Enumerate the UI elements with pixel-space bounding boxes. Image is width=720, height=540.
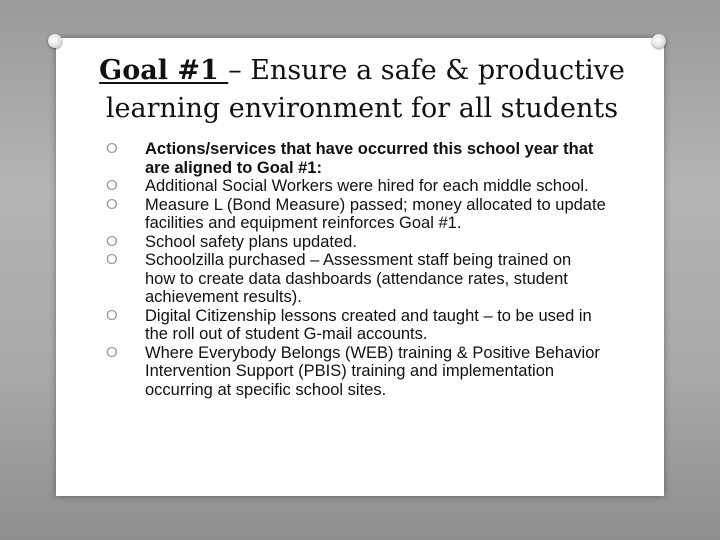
title-text: – Ensure a safe & productive learning environment for all students <box>105 55 625 124</box>
bullet-icon: O <box>106 177 118 194</box>
bullet-icon: O <box>106 232 118 250</box>
goal-label: Goal #1 <box>99 55 229 86</box>
list-item: O Schoolzilla purchased – Assessment staff being trained on how to create data dashboards (attendance rates, student achievement results). <box>106 251 572 306</box>
list-item: O Actions/services that have occurred this school year that are aligned to Goal #1: <box>106 140 594 177</box>
pushpin-icon <box>48 34 62 48</box>
bullet-list <box>106 140 606 399</box>
list-item: O Digital Citizenship lessons created and taught – to be used in the roll out of student G-mail accounts. <box>106 306 592 343</box>
list-item: O School safety plans updated. <box>106 232 357 251</box>
bullet-icon: O <box>106 251 118 268</box>
bullet-icon: O <box>106 140 118 157</box>
bullet-icon: O <box>106 195 118 213</box>
list-item: O Where Everybody Belongs (WEB) training & Positive Behavior Intervention Support (PBIS) training and implementation occurring at specific school sites. <box>106 343 600 399</box>
bullet-icon: O <box>106 306 118 324</box>
list-item: O Measure L (Bond Measure) passed; money allocated to update facilities and equipment reinforces Goal #1. <box>106 195 606 232</box>
pushpin-icon <box>652 34 666 48</box>
list-item: O Additional Social Workers were hired for each middle school. <box>106 177 589 195</box>
slide-title <box>76 52 648 128</box>
bullet-icon: O <box>106 343 118 361</box>
